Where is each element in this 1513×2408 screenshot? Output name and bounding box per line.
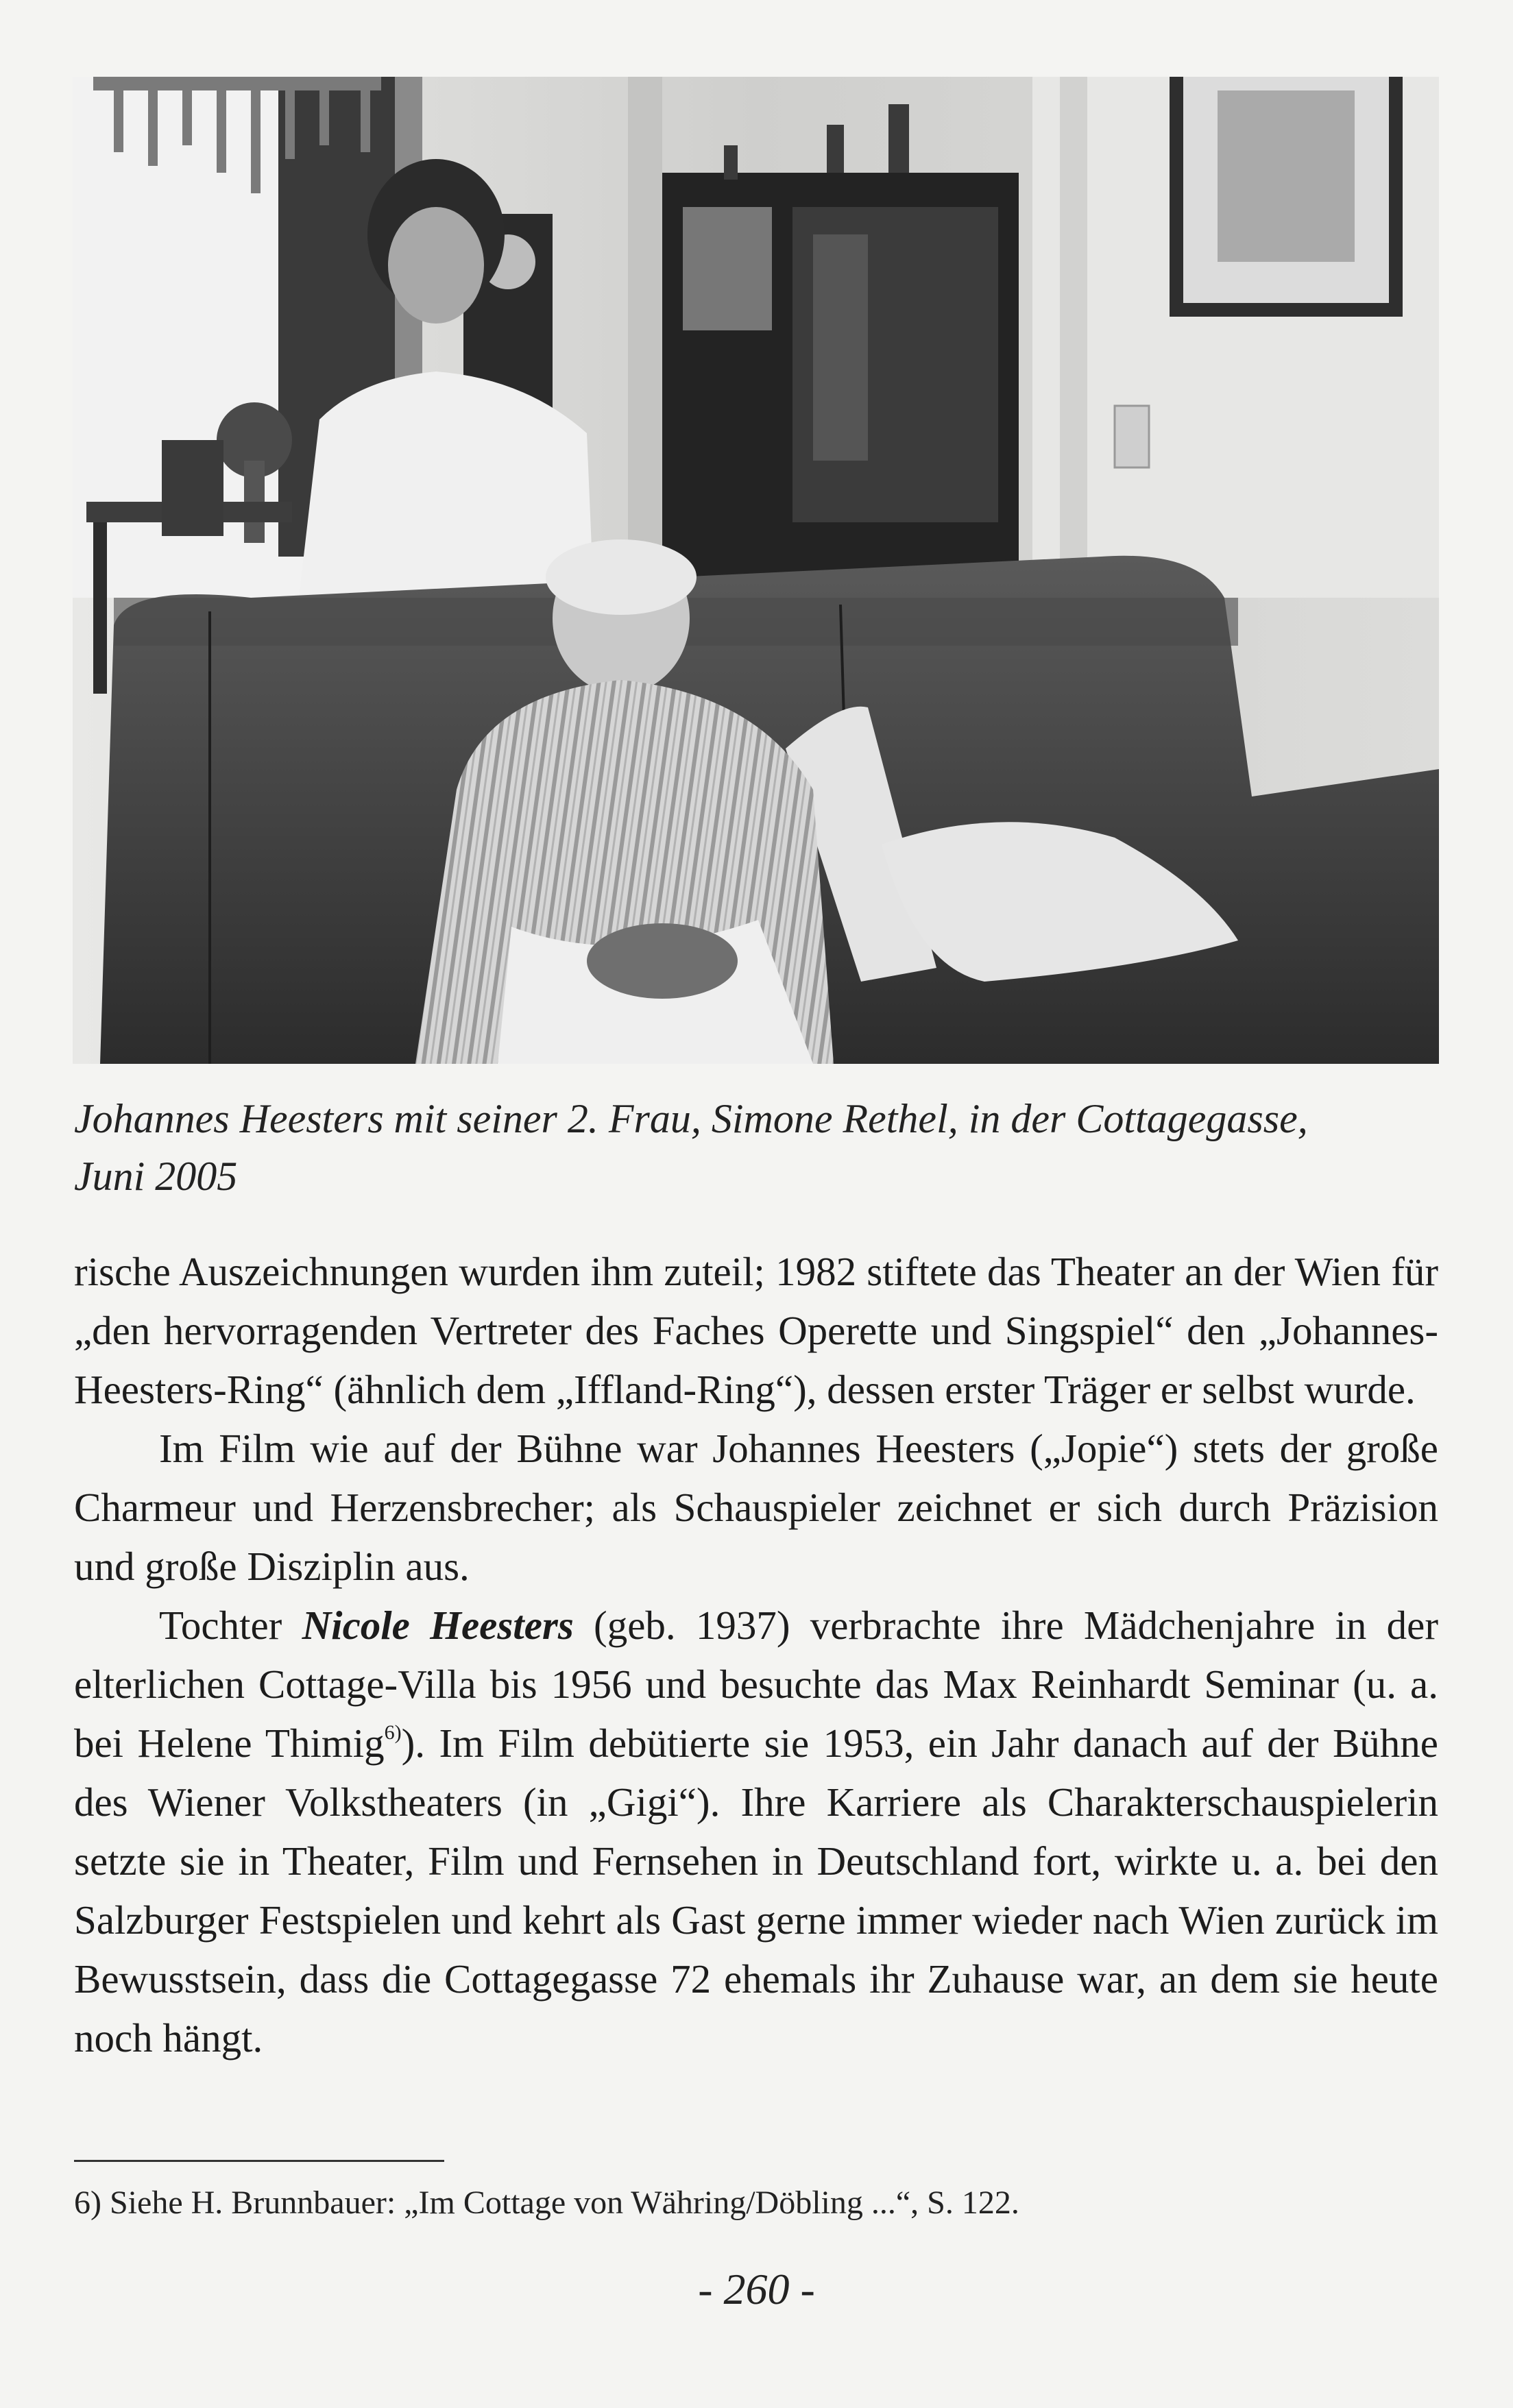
paragraph-3-middle: (geb. 1937) verbrachte ihre Mädchenjahre in der elterlichen Cottage-Villa bis 1956 und besuchte das Max Reinhardt Seminar (u. a. bei Helene Thimig (74, 1603, 1438, 1766)
body-text (74, 1242, 1438, 2067)
photo-caption (74, 1090, 1438, 1205)
paragraph-1: rische Auszeichnungen wurden ihm zuteil; 1982 stiftete das Theater an der Wien für „den hervorragenden Vertreter des Faches Operette und Singspiel“ den „Johannes-Heesters-Ring“ (ähnlich dem „Iffland-Ring“), dessen erster Träger er selbst wurde. (74, 1249, 1438, 1412)
photograph (73, 77, 1439, 1064)
paragraph-3-start: Tochter (159, 1603, 302, 1648)
person-name-nicole-heesters: Nicole Heesters (302, 1603, 574, 1648)
paragraph-2: Im Film wie auf der Bühne war Johannes Heesters („Jopie“) stets der große Charmeur und Herzensbrecher; als Schauspieler zeichnet er sich durch Präzision und große Disziplin aus. (74, 1426, 1438, 1589)
photo-illustration (73, 77, 1439, 1064)
paragraph-3 (74, 1596, 1438, 2067)
footnote: 6) Siehe H. Brunnbauer: „Im Cottage von Währing/Döbling ...“, S. 122. (74, 2185, 1019, 2221)
paragraph-3-end: ). Im Film debütierte sie 1953, ein Jahr danach auf der Bühne des Wiener Volkstheaters (in „Gigi“). Ihre Karriere als Charakterschauspielerin setzte sie in Theater, Film und Fernsehen in Deutschland fort, wirkte u. a. bei den Salzburger Festspielen und kehrt als Gast gerne immer wieder nach Wien zurück im Bewusstsein, dass die Cottagegasse 72 ehemals ihr Zuhause war, an dem sie heute noch hängt. (74, 1720, 1438, 2060)
caption-line-1: Johannes Heesters mit seiner 2. Frau, Simone Rethel, in der Cottagegasse, (74, 1096, 1308, 1141)
footnote-reference: 6) (384, 1721, 402, 1744)
page-number: - 260 - (698, 2265, 815, 2313)
footnote-divider (74, 2160, 444, 2162)
caption-line-2: Juni 2005 (74, 1154, 238, 1199)
